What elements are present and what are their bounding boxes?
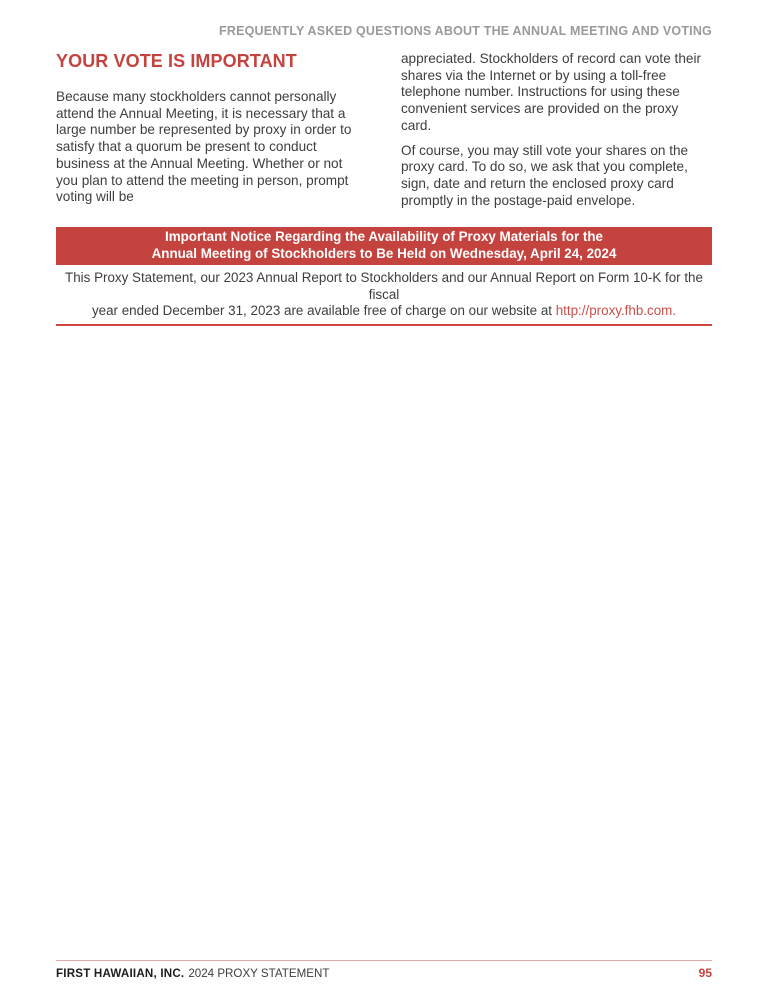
availability-note-line-2-text: year ended December 31, 2023 are available free of charge on our website at — [91, 303, 556, 319]
footer-left — [56, 967, 329, 980]
proxy-website-link[interactable]: http://proxy.fhb.com. — [555, 303, 677, 319]
left-column — [56, 51, 367, 209]
empty-page-area — [56, 326, 712, 960]
body-paragraph-left: Because many stockholders cannot personally attend the Annual Meeting, it is necessary that a large number be represented by proxy in order to satisfy that a quorum be present to conduct business at the Annual Meeting. Whether or not you plan to attend the meeting in person, prompt voting will be — [56, 89, 352, 205]
notice-banner-line-1: Important Notice Regarding the Availability of Proxy Materials for the — [164, 229, 603, 245]
page-footer — [56, 960, 712, 980]
availability-note-line-2 — [56, 303, 712, 320]
section-title: YOUR VOTE IS IMPORTANT — [56, 51, 297, 71]
footer-document-title: 2024 PROXY STATEMENT — [188, 967, 330, 980]
availability-note-line-1: This Proxy Statement, our 2023 Annual Report to Stockholders and our Annual Report on Form 10-K for the fiscal — [65, 270, 703, 302]
two-column-body — [56, 51, 712, 209]
footer-page-number: 95 — [698, 966, 712, 980]
right-column — [401, 51, 712, 209]
notice-banner-line-2: Annual Meeting of Stockholders to Be Held on Wednesday, April 24, 2024 — [151, 245, 617, 261]
availability-note — [56, 270, 712, 320]
running-header: FREQUENTLY ASKED QUESTIONS ABOUT THE ANNUAL MEETING AND VOTING — [219, 24, 712, 38]
body-paragraph-right-1: appreciated. Stockholders of record can vote their shares via the Internet or by using a toll-free telephone number. Instructions for using these convenient services are provided on the proxy card. — [401, 51, 701, 133]
footer-company-name: FIRST HAWAIIAN, INC. — [56, 967, 185, 980]
body-paragraph-right-2: Of course, you may still vote your shares on the proxy card. To do so, we ask that you complete, sign, date and return the enclosed proxy card promptly in the postage-paid envelope. — [401, 142, 689, 208]
important-notice-banner — [56, 227, 712, 265]
